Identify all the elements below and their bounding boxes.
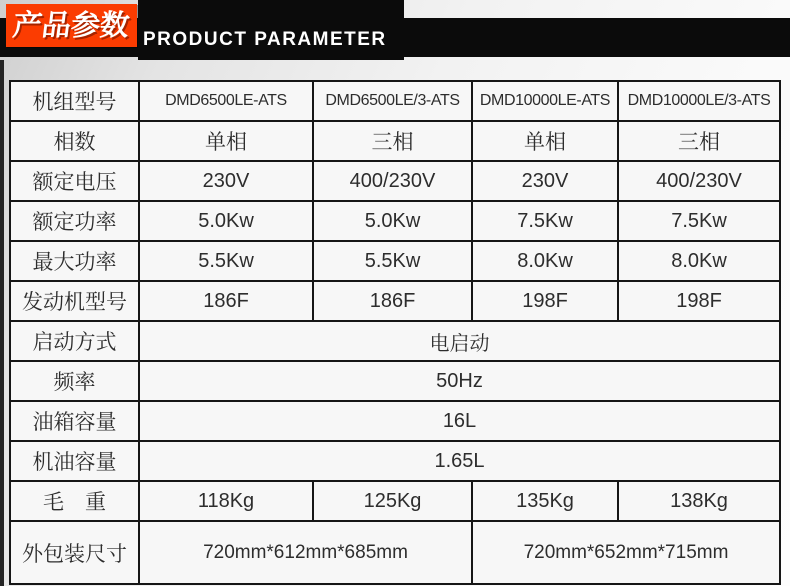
cell-value: 186F — [139, 281, 313, 321]
row-label: 额定功率 — [10, 201, 139, 241]
table-row-voltage — [10, 161, 780, 201]
cell-value: 单相 — [139, 121, 313, 161]
row-label: 毛 重 — [10, 481, 139, 521]
cell-value: 720mm*612mm*685mm — [139, 521, 472, 584]
row-label: 频率 — [10, 361, 139, 401]
cell-value: 7.5Kw — [618, 201, 780, 241]
cell-value: DMD10000LE/3-ATS — [618, 81, 780, 121]
cell-value: 8.0Kw — [472, 241, 618, 281]
row-label: 机油容量 — [10, 441, 139, 481]
row-label: 额定电压 — [10, 161, 139, 201]
cell-value: 230V — [472, 161, 618, 201]
cell-value: 138Kg — [618, 481, 780, 521]
cell-value: 5.5Kw — [139, 241, 313, 281]
parameter-table — [9, 80, 781, 585]
cell-value: 三相 — [313, 121, 472, 161]
table-row-package-size — [10, 521, 780, 584]
table-row-model — [10, 81, 780, 121]
cell-value: 198F — [472, 281, 618, 321]
cell-value: 720mm*652mm*715mm — [472, 521, 780, 584]
cell-value: 5.0Kw — [313, 201, 472, 241]
cell-value: 186F — [313, 281, 472, 321]
row-label: 机组型号 — [10, 81, 139, 121]
cell-value: 1.65L — [139, 441, 780, 481]
cell-value: 5.5Kw — [313, 241, 472, 281]
section-title: PRODUCT PARAMETER — [143, 29, 387, 50]
cell-value: 230V — [139, 161, 313, 201]
table-row-gross-weight — [10, 481, 780, 521]
cell-value: 三相 — [618, 121, 780, 161]
cell-value: 400/230V — [313, 161, 472, 201]
row-label: 油箱容量 — [10, 401, 139, 441]
table-row-start-mode — [10, 321, 780, 361]
row-label: 相数 — [10, 121, 139, 161]
cell-value: 8.0Kw — [618, 241, 780, 281]
cell-value: 135Kg — [472, 481, 618, 521]
cell-value: 125Kg — [313, 481, 472, 521]
table-row-phase — [10, 121, 780, 161]
table-row-engine-model — [10, 281, 780, 321]
cell-value: 400/230V — [618, 161, 780, 201]
row-label: 最大功率 — [10, 241, 139, 281]
cell-value: 50Hz — [139, 361, 780, 401]
cell-value: 单相 — [472, 121, 618, 161]
row-label: 启动方式 — [10, 321, 139, 361]
cell-value: 7.5Kw — [472, 201, 618, 241]
cell-value: 118Kg — [139, 481, 313, 521]
section-badge-label: 产品参数 — [11, 8, 132, 42]
table-row-frequency — [10, 361, 780, 401]
cell-value: 5.0Kw — [139, 201, 313, 241]
row-label: 发动机型号 — [10, 281, 139, 321]
cell-value: DMD6500LE-ATS — [139, 81, 313, 121]
cell-value: DMD10000LE-ATS — [472, 81, 618, 121]
left-edge-strip — [0, 60, 4, 586]
cell-value: 198F — [618, 281, 780, 321]
cell-value: 16L — [139, 401, 780, 441]
table-row-max-power — [10, 241, 780, 281]
section-badge — [6, 4, 137, 47]
row-label: 外包装尺寸 — [10, 521, 139, 584]
table-row-oil-capacity — [10, 441, 780, 481]
table-row-rated-power — [10, 201, 780, 241]
table-row-fuel-tank — [10, 401, 780, 441]
cell-value: 电启动 — [139, 321, 780, 361]
cell-value: DMD6500LE/3-ATS — [313, 81, 472, 121]
